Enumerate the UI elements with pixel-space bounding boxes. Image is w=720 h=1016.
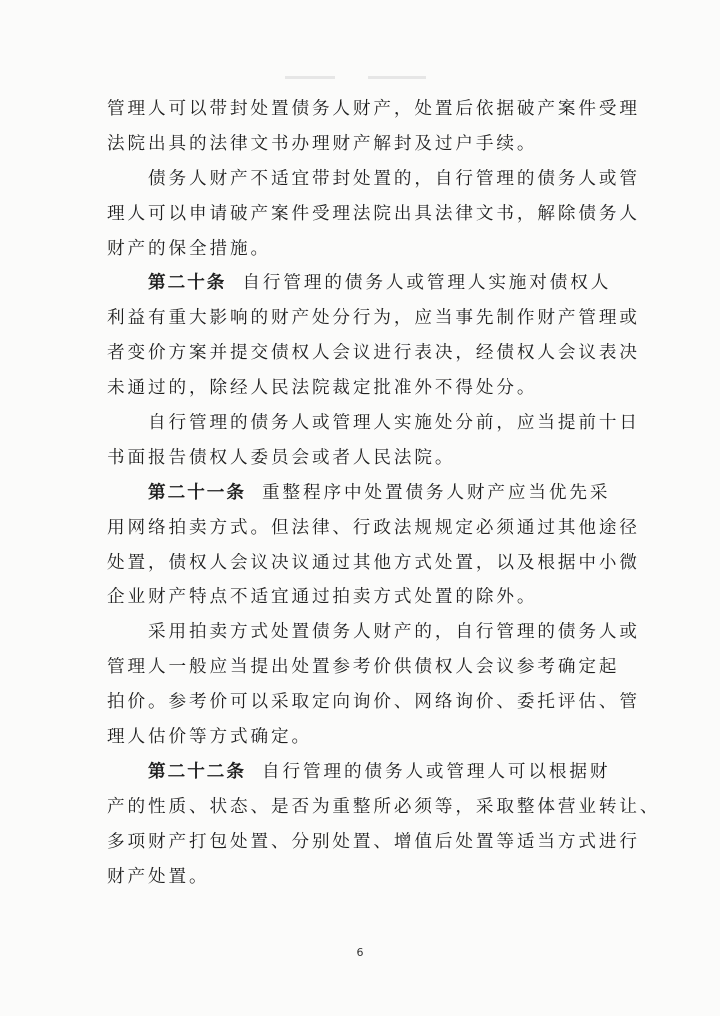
scan-artifact (368, 76, 426, 79)
text-line: 用网络拍卖方式。但法律、行政法规规定必须通过其他途径 (107, 517, 640, 538)
article-20-first-line (107, 266, 619, 301)
text-line: 理人估价等方式确定。 (107, 727, 312, 748)
text-line: 法院出具的法律文书办理财产解封及过户手续。 (107, 133, 538, 154)
text-line: 理人可以申请破产案件受理法院出具法律文书，解除债务人 (107, 203, 640, 224)
text-line: 自行管理的债务人或管理人实施处分前，应当提前十日 (148, 413, 640, 434)
article-21-first-line (107, 476, 619, 511)
article-number: 第二十二条 (148, 761, 246, 782)
text-line: 采用拍卖方式处置债务人财产的，自行管理的债务人或 (148, 622, 640, 643)
text-line: 财产的保全措施。 (107, 238, 271, 259)
text-line: 管理人一般应当提出处置参考价供债权人会议参考确定起 (107, 657, 620, 678)
text-line: 拍价。参考价可以采取定向询价、网络询价、委托评估、管 (107, 692, 640, 713)
text-line: 书面报告债权人委员会或者人民法院。 (107, 447, 456, 468)
text-line: 者变价方案并提交债权人会议进行表决，经债权人会议表决 (107, 343, 640, 364)
article-number: 第二十条 (148, 273, 227, 294)
article-number: 第二十一条 (148, 482, 246, 503)
text-line: 产的性质、状态、是否为重整所必须等，采取整体营业转让、 (107, 796, 661, 817)
document-body (107, 92, 661, 894)
text-line: 利益有重大影响的财产处分行为，应当事先制作财产管理或 (107, 308, 640, 329)
article-text: 自行管理的债务人或管理人可以根据财 (261, 761, 611, 782)
scan-artifact (285, 76, 335, 79)
text-line: 企业财产特点不适宜通过拍卖方式处置的除外。 (107, 587, 538, 608)
article-22-first-line (107, 755, 619, 790)
text-line: 管理人可以带封处置债务人财产，处置后依据破产案件受理 (107, 99, 640, 119)
article-text: 自行管理的债务人或管理人实施对债权人 (242, 273, 612, 294)
text-line: 财产处置。 (107, 866, 210, 887)
text-line: 多项财产打包处置、分别处置、增值后处置等适当方式进行 (107, 831, 640, 852)
article-text: 重整程序中处置债务人财产应当优先采 (261, 482, 611, 503)
text-line: 未通过的，除经人民法院裁定批准外不得处分。 (107, 378, 538, 399)
text-line: 债务人财产不适宜带封处置的，自行管理的债务人或管 (148, 168, 640, 189)
text-line: 处置，债权人会议决议通过其他方式处置，以及根据中小微 (107, 552, 640, 573)
page-number: 6 (356, 946, 364, 959)
